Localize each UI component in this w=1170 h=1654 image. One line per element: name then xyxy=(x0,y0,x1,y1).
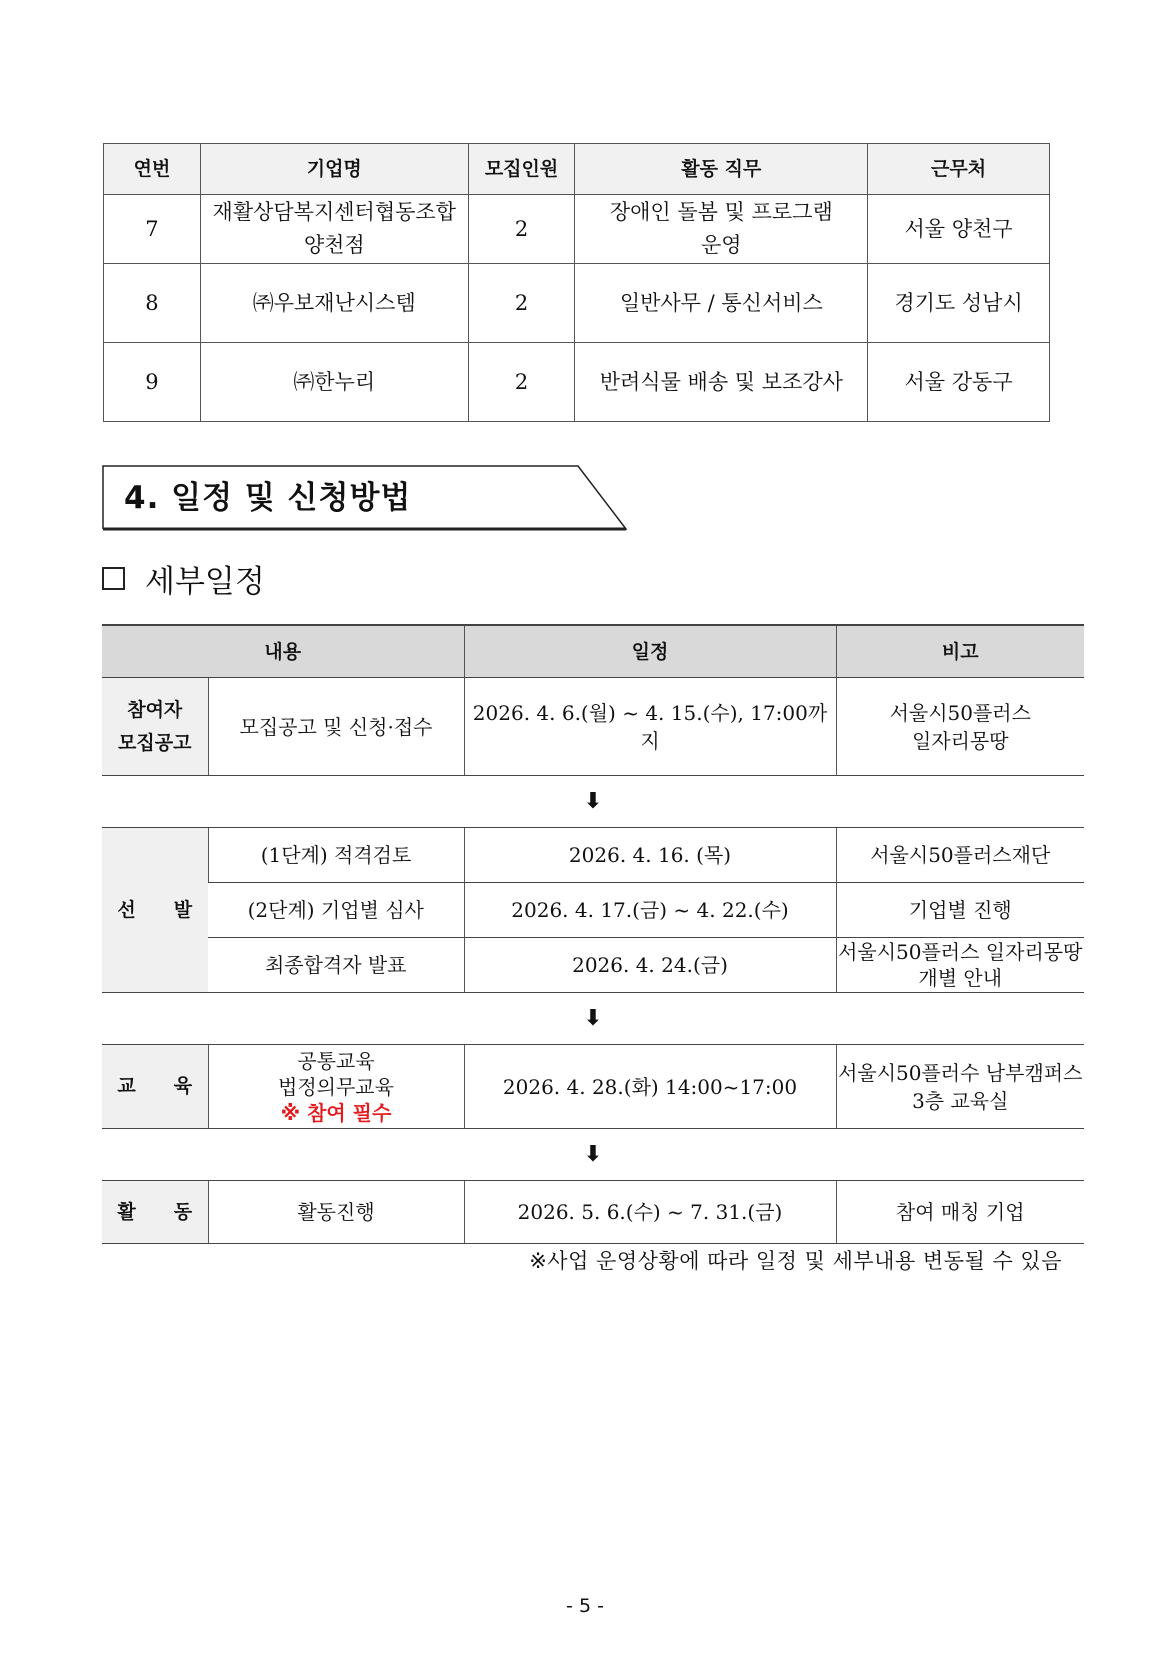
category-education: 교 육 xyxy=(102,1045,208,1129)
schedule-remark xyxy=(836,1045,1084,1129)
schedule-content: 활동진행 xyxy=(208,1181,464,1244)
company-line1: 재활상담복지센터협동조합 xyxy=(212,200,456,224)
company-table-header xyxy=(104,144,1050,195)
schedule-row-activity xyxy=(102,1181,1084,1244)
duty-line2: 운영 xyxy=(701,233,742,257)
row-duty: 일반사무 / 통신서비스 xyxy=(575,264,868,343)
row-location: 서울 양천구 xyxy=(868,195,1050,264)
section-title: 4. 일정 및 신청방법 xyxy=(124,480,412,516)
row-location: 경기도 성남시 xyxy=(868,264,1050,343)
row-count: 2 xyxy=(468,264,575,343)
required-note: ※ 참여 필수 xyxy=(280,1100,392,1125)
table-row xyxy=(104,343,1050,422)
arrow-row xyxy=(102,776,1084,828)
schedule-date: 2026. 5. 6.(수) ~ 7. 31.(금) xyxy=(464,1181,836,1244)
schedule-date: 2026. 4. 28.(화) 14:00~17:00 xyxy=(464,1045,836,1129)
schedule-row-selection-3 xyxy=(102,938,1084,993)
checkbox-icon xyxy=(102,567,125,590)
row-no: 9 xyxy=(104,343,201,422)
row-company xyxy=(200,195,468,264)
schedule-row-selection-1 xyxy=(102,828,1084,883)
arrow-cell xyxy=(102,1129,1084,1181)
header-duty: 활동 직무 xyxy=(575,144,868,195)
schedule-remark xyxy=(836,938,1084,993)
arrow-cell xyxy=(102,993,1084,1045)
section-heading xyxy=(102,465,626,530)
schedule-content: (1단계) 적격검토 xyxy=(208,828,464,883)
schedule-date: 2026. 4. 6.(월) ~ 4. 15.(수), 17:00까지 xyxy=(464,678,836,776)
header-date: 일정 xyxy=(464,625,836,678)
remark-line1: 서울시50플러스 일자리몽땅 xyxy=(838,940,1083,964)
category-selection: 선 발 xyxy=(102,828,208,993)
header-location: 근무처 xyxy=(868,144,1050,195)
header-remark: 비고 xyxy=(836,625,1084,678)
schedule-date: 2026. 4. 24.(금) xyxy=(464,938,836,993)
schedule-content xyxy=(208,1045,464,1129)
remark-line2: 일자리몽땅 xyxy=(911,728,1009,753)
row-company: ㈜우보재난시스템 xyxy=(200,264,468,343)
schedule-header xyxy=(102,625,1084,678)
header-no: 연번 xyxy=(104,144,201,195)
schedule-table xyxy=(102,624,1084,1244)
category-line2: 모집공고 xyxy=(118,731,192,754)
arrow-cell xyxy=(102,776,1084,828)
header-count: 모집인원 xyxy=(468,144,575,195)
schedule-remark: 서울시50플러스재단 xyxy=(836,828,1084,883)
schedule-content: (2단계) 기업별 심사 xyxy=(208,883,464,938)
schedule-remark xyxy=(836,678,1084,776)
schedule-row-education xyxy=(102,1045,1084,1129)
row-count: 2 xyxy=(468,195,575,264)
remark-line1: 서울시50플러수 남부캠퍼스 xyxy=(838,1060,1083,1085)
category-recruit xyxy=(102,678,208,776)
arrow-down-icon: ⬇ xyxy=(583,1142,603,1167)
schedule-date: 2026. 4. 16. (목) xyxy=(464,828,836,883)
schedule-row-selection-2 xyxy=(102,883,1084,938)
header-company: 기업명 xyxy=(200,144,468,195)
schedule-row-recruit xyxy=(102,678,1084,776)
arrow-down-icon: ⬇ xyxy=(583,789,603,814)
arrow-row xyxy=(102,1129,1084,1181)
remark-line1: 서울시50플러스 xyxy=(889,700,1031,725)
remark-line2: 3층 교육실 xyxy=(912,1088,1009,1113)
schedule-content: 최종합격자 발표 xyxy=(208,938,464,993)
row-no: 8 xyxy=(104,264,201,343)
row-location: 서울 강동구 xyxy=(868,343,1050,422)
schedule-date: 2026. 4. 17.(금) ~ 4. 22.(수) xyxy=(464,883,836,938)
row-duty: 반려식물 배송 및 보조강사 xyxy=(575,343,868,422)
header-content: 내용 xyxy=(102,625,464,678)
schedule-remark: 기업별 진행 xyxy=(836,883,1084,938)
row-count: 2 xyxy=(468,343,575,422)
table-row xyxy=(104,264,1050,343)
table-row xyxy=(104,195,1050,264)
subsection-title: 세부일정 xyxy=(145,563,265,600)
schedule-remark: 참여 매칭 기업 xyxy=(836,1181,1084,1244)
category-activity: 활 동 xyxy=(102,1181,208,1244)
schedule-note: ※사업 운영상황에 따라 일정 및 세부내용 변동될 수 있음 xyxy=(529,1249,1062,1273)
subsection-heading xyxy=(102,556,265,600)
company-line2: 양천점 xyxy=(303,233,365,257)
page-number: - 5 - xyxy=(566,1595,604,1617)
content-line1: 공통교육 xyxy=(297,1048,375,1073)
row-company: ㈜한누리 xyxy=(200,343,468,422)
arrow-down-icon: ⬇ xyxy=(583,1006,603,1031)
category-line1: 참여자 xyxy=(127,698,183,721)
schedule-content: 모집공고 및 신청·접수 xyxy=(208,678,464,776)
company-table xyxy=(103,143,1050,422)
row-no: 7 xyxy=(104,195,201,264)
remark-line2: 개별 안내 xyxy=(918,966,1003,990)
content-line2: 법정의무교육 xyxy=(278,1074,394,1099)
row-duty xyxy=(575,195,868,264)
arrow-row xyxy=(102,993,1084,1045)
duty-line1: 장애인 돌봄 및 프로그램 xyxy=(609,200,833,224)
